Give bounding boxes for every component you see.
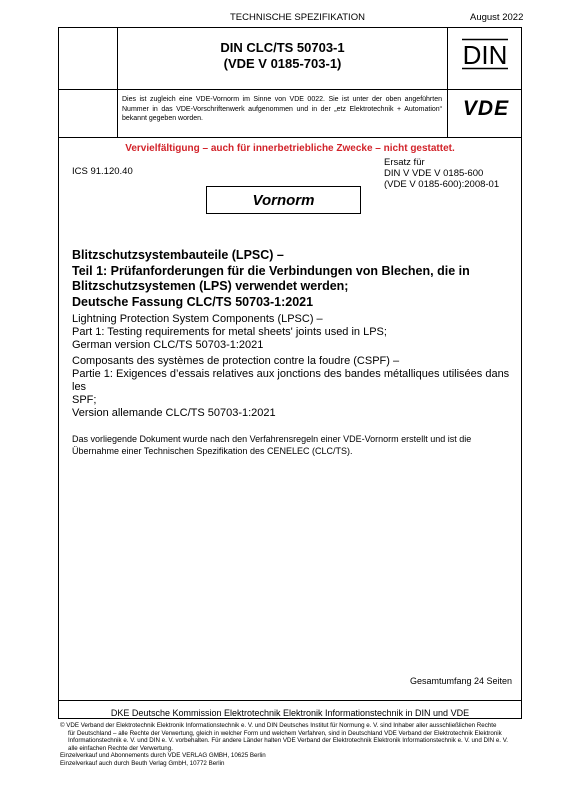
title-german (72, 248, 512, 310)
title-german-line: Teil 1: Prüfanforderungen für die Verbindungen von Blechen, die in (72, 263, 470, 278)
copyright-footer (60, 722, 530, 767)
title-english-line: Lightning Protection System Components (LPSC) – (72, 313, 323, 325)
document-number-vde: (VDE V 0185-703-1) (223, 56, 342, 71)
vde-logo: VDE (462, 97, 510, 120)
copy-warning: Vervielfältigung – auch für innerbetriebliche Zwecke – nicht gestattet. (125, 143, 455, 154)
copyright-line: Informationstechnik e. V. und DIN e. V. vorbehalten. Für andere Länder halten VDE Verband der Elektrotechnik Elektronik Informationstechnik e. V. und DIN e. V. (68, 737, 509, 744)
title-german-line: Blitzschutzsystembauteile (LPSC) – (72, 248, 284, 262)
replacement-line1: DIN V VDE V 0185-600 (384, 168, 484, 179)
din-logo (461, 38, 509, 70)
replacement-info (384, 157, 499, 190)
procedure-note-line: Das vorliegende Dokument wurde nach den Verfahrensregeln einer VDE-Vornorm erstellt und ist die (72, 434, 472, 444)
document-number-main: DIN CLC/TS 50703-1 (220, 40, 345, 55)
status-box: Vornorm (206, 186, 361, 214)
title-english (72, 313, 512, 352)
divider (447, 27, 448, 137)
copyright-line: für Deutschland – alle Rechte der Verwertung, gleich in welcher Form und welchem Verfahren, sind in Deutschland VDE Verband der Elektrotechnik Elektronik (68, 729, 502, 737)
procedure-note (72, 433, 517, 457)
sales-line: Einzelverkauf und Abonnements durch VDE VERLAG GMBH, 10625 Berlin (60, 752, 266, 759)
publication-date: August 2022 (470, 12, 524, 23)
title-french-line: Version allemande CLC/TS 50703-1:2021 (72, 407, 276, 419)
divider (58, 700, 522, 701)
copyright-line: alle einfachen Rechte der Verwertung. (68, 744, 173, 752)
title-german-line: Deutsche Fassung CLC/TS 50703-1:2021 (72, 294, 314, 309)
title-french-line: SPF; (72, 394, 97, 406)
document-number (118, 40, 447, 72)
title-french-line: Partie 1: Exigences d’essais relatives aux jonctions des bandes métalliques utilisées dans les (72, 368, 510, 393)
procedure-note-line: Übernahme einer Technischen Spezifikation des CENELEC (CLC/TS). (72, 446, 353, 456)
ics-code: ICS 91.120.40 (72, 166, 133, 177)
divider (58, 137, 522, 138)
title-french-line: Composants des systèmes de protection contre la foudre (CSPF) – (72, 355, 400, 367)
page-count: Gesamtumfang 24 Seiten (410, 676, 513, 686)
title-english-line: Part 1: Testing requirements for metal sheets' joints used in LPS; (72, 326, 387, 338)
copyright-line: © VDE Verband der Elektrotechnik Elektronik Informationstechnik e. V. und DIN Deutsches Institut für Normung e. V. sind Inhaber aller ausschließlichen Rechte (60, 722, 497, 729)
spec-type-label: TECHNISCHE SPEZIFIKATION (230, 12, 365, 23)
committee-name: DKE Deutsche Kommission Elektrotechnik Elektronik Informationstechnik in DIN und VDE (110, 708, 470, 718)
divider (58, 89, 522, 90)
replacement-label: Ersatz für (384, 157, 425, 168)
din-logo-text: DIN (462, 40, 508, 70)
title-french (72, 355, 517, 420)
vde-adoption-note: Dies ist zugleich eine VDE-Vornorm im Sinne von VDE 0022. Sie ist unter der oben angeführten Nummer in das VDE-Vorschriftenwerk aufgenommen und in der „etz Elektrotechnik + Automation“ bekannt gegeben worden. (122, 96, 442, 122)
title-english-line: German version CLC/TS 50703-1:2021 (72, 339, 264, 351)
replacement-line2: (VDE V 0185-600):2008-01 (384, 179, 500, 190)
sales-line: Einzelverkauf auch durch Beuth Verlag GmbH, 10772 Berlin (60, 759, 225, 767)
title-german-line: Blitzschutzsystemen (LPS) verwendet werden; (72, 279, 349, 293)
